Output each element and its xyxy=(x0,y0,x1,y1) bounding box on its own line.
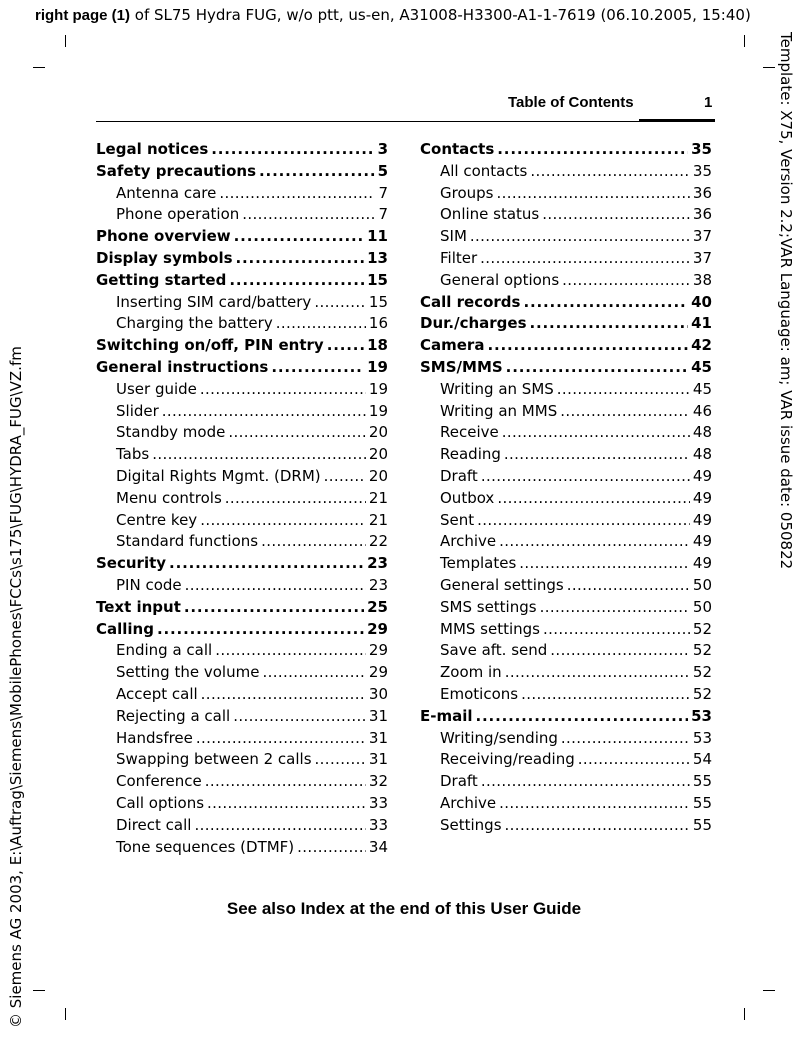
toc-leader-dots xyxy=(229,270,364,292)
toc-entry-page: 49 xyxy=(692,488,712,507)
toc-entry-page: 46 xyxy=(692,401,712,420)
toc-entry-page: 49 xyxy=(692,510,712,529)
toc-entry[interactable] xyxy=(96,422,388,444)
toc-leader-dots xyxy=(505,662,690,684)
toc-leader-dots xyxy=(487,335,688,357)
toc-entry-page: 52 xyxy=(692,663,712,682)
toc-entry-page: 42 xyxy=(691,336,712,355)
toc-entry[interactable] xyxy=(96,139,388,161)
toc-leader-dots xyxy=(234,226,364,248)
toc-leader-dots xyxy=(499,531,690,553)
toc-entry-label: General instructions xyxy=(96,357,269,376)
toc-entry-label: Getting started xyxy=(96,270,227,289)
toc-entry-label: Writing an MMS xyxy=(440,401,558,420)
toc-leader-dots xyxy=(211,139,374,161)
toc-entry[interactable] xyxy=(420,488,712,510)
toc-entry[interactable] xyxy=(96,444,388,466)
toc-entry[interactable] xyxy=(96,575,388,597)
toc-entry[interactable] xyxy=(420,640,712,662)
toc-entry[interactable] xyxy=(420,204,712,226)
toc-entry[interactable] xyxy=(420,510,712,532)
toc-entry-label: Phone overview xyxy=(96,227,231,246)
toc-entry-page: 20 xyxy=(368,423,388,442)
toc-leader-dots xyxy=(499,793,690,815)
toc-entry-label: Safety precautions xyxy=(96,161,257,180)
toc-entry[interactable] xyxy=(96,728,388,750)
toc-leader-dots xyxy=(578,749,690,771)
toc-entry-label: SMS/MMS xyxy=(420,357,503,376)
toc-entry-label: User guide xyxy=(116,379,197,398)
toc-entry[interactable] xyxy=(96,684,388,706)
toc-entry-label: Standard functions xyxy=(116,532,259,551)
toc-leader-dots xyxy=(233,706,366,728)
toc-leader-dots xyxy=(162,401,366,423)
toc-entry-label: Legal notices xyxy=(96,140,209,158)
toc-entry-page: 33 xyxy=(368,793,388,812)
toc-leader-dots xyxy=(557,379,690,401)
toc-entry-label: Menu controls xyxy=(116,488,222,507)
toc-leader-dots xyxy=(506,357,688,379)
toc-entry-page: 53 xyxy=(692,728,712,747)
toc-entry-label: Writing an SMS xyxy=(440,379,554,398)
toc-entry[interactable] xyxy=(96,619,388,641)
toc-entry[interactable] xyxy=(420,749,712,771)
toc-entry-label: Phone operation xyxy=(116,205,240,224)
crop-mark-top-left-v xyxy=(65,35,66,47)
toc-entry-page: 29 xyxy=(368,641,388,660)
toc-entry-label: Tone sequences (DTMF) xyxy=(116,837,295,856)
toc-leader-dots xyxy=(200,510,366,532)
toc-entry-page: 31 xyxy=(368,728,388,747)
toc-leader-dots xyxy=(259,161,375,183)
toc-entry-label: Inserting SIM card/battery xyxy=(116,292,312,311)
toc-leader-dots xyxy=(502,422,690,444)
toc-leader-dots xyxy=(550,640,690,662)
toc-entry-label: General options xyxy=(440,270,560,289)
toc-entry-label: Display symbols xyxy=(96,248,233,267)
toc-column-left xyxy=(96,139,388,858)
toc-entry-label: Archive xyxy=(440,532,497,551)
toc-entry[interactable] xyxy=(96,531,388,553)
toc-entry-label: Call records xyxy=(420,292,521,311)
toc-entry[interactable] xyxy=(420,139,712,161)
toc-leader-dots xyxy=(504,444,690,466)
running-head: Table of Contents xyxy=(508,94,634,111)
toc-entry[interactable] xyxy=(420,815,712,837)
toc-entry-label: Conference xyxy=(116,772,202,791)
toc-entry-label: Accept call xyxy=(116,684,198,703)
toc-entry-label: Digital Rights Mgmt. (DRM) xyxy=(116,466,321,485)
toc-entry-page: 52 xyxy=(692,641,712,660)
crop-mark-bottom-left-h xyxy=(33,990,45,991)
toc-leader-dots xyxy=(497,488,690,510)
toc-entry[interactable] xyxy=(420,422,712,444)
toc-leader-dots xyxy=(225,488,366,510)
toc-entry-label: Swapping between 2 calls xyxy=(116,750,312,769)
file-path-text: © Siemens AG 2003, E:\Auftrag\Siemens\MobilePhones\FCCs\s175\FUG\HYDRA_FUG\VZ.fm xyxy=(7,346,25,1028)
toc-entry[interactable] xyxy=(420,401,712,423)
toc-entry-label: Sent xyxy=(440,510,475,529)
toc-leader-dots xyxy=(271,357,364,379)
toc-leader-dots xyxy=(276,313,366,335)
toc-entry-label: Setting the volume xyxy=(116,663,260,682)
toc-leader-dots xyxy=(314,292,366,314)
toc-leader-dots xyxy=(567,575,690,597)
toc-entry-label: Charging the battery xyxy=(116,314,273,333)
toc-entry-page: 50 xyxy=(692,597,712,616)
toc-entry[interactable] xyxy=(96,357,388,379)
toc-entry[interactable] xyxy=(96,662,388,684)
toc-entry[interactable] xyxy=(420,619,712,641)
toc-entry[interactable] xyxy=(96,401,388,423)
header-rule xyxy=(96,121,715,122)
toc-leader-dots xyxy=(184,597,364,619)
toc-entry-page: 55 xyxy=(692,772,712,791)
toc-leader-dots xyxy=(207,793,366,815)
toc-leader-dots xyxy=(542,204,690,226)
toc-entry-page: 37 xyxy=(692,227,712,246)
toc-entry-page: 49 xyxy=(692,466,712,485)
toc-entry[interactable] xyxy=(96,335,388,357)
toc-entry[interactable] xyxy=(96,204,388,226)
toc-entry-label: Rejecting a call xyxy=(116,706,231,725)
crop-mark-bottom-right-v xyxy=(744,1008,745,1020)
toc-leader-dots xyxy=(200,379,366,401)
toc-entry[interactable] xyxy=(96,749,388,771)
toc-entry-page: 49 xyxy=(692,532,712,551)
toc-entry-label: All contacts xyxy=(440,161,528,180)
toc-entry-page: 30 xyxy=(368,684,388,703)
toc-entry-page: 52 xyxy=(692,684,712,703)
toc-entry-label: Draft xyxy=(440,772,478,791)
toc-leader-dots xyxy=(476,706,689,728)
toc-entry-page: 3 xyxy=(377,140,388,158)
toc-entry[interactable] xyxy=(420,161,712,183)
toc-entry-label: Calling xyxy=(96,619,154,638)
toc-entry-page: 16 xyxy=(368,314,388,333)
toc-entry-page: 19 xyxy=(368,401,388,420)
toc-leader-dots xyxy=(523,292,688,314)
toc-entry-page: 48 xyxy=(692,445,712,464)
toc-entry-label: Templates xyxy=(440,554,517,573)
print-header-rest: of SL75 Hydra FUG, w/o ptt, us-en, A31008-H3300-A1-1-7619 (06.10.2005, 15:40) xyxy=(130,6,751,24)
toc-leader-dots xyxy=(157,619,364,641)
toc-entry-label: SIM xyxy=(440,227,467,246)
toc-entry-page: 15 xyxy=(368,292,388,311)
toc-entry-page: 31 xyxy=(368,750,388,769)
toc-entry-label: Direct call xyxy=(116,815,192,834)
print-header-prefix: right page (1) xyxy=(35,7,131,24)
toc-entry-page: 7 xyxy=(378,205,388,224)
toc-entry-page: 5 xyxy=(377,161,388,180)
toc-entry-page: 13 xyxy=(367,248,388,267)
template-info-vertical xyxy=(777,32,795,632)
toc-entry-label: Handsfree xyxy=(116,728,193,747)
toc-leader-dots xyxy=(219,183,375,205)
toc-entry-label: Writing/sending xyxy=(440,728,558,747)
toc-entry-label: Slider xyxy=(116,401,159,420)
toc-entry-page: 48 xyxy=(692,423,712,442)
toc-entry-page: 49 xyxy=(692,554,712,573)
toc-entry-label: Reading xyxy=(440,445,501,464)
toc-entry-page: 31 xyxy=(368,706,388,725)
toc-entry-label: Save aft. send xyxy=(440,641,548,660)
toc-entry-label: SMS settings xyxy=(440,597,537,616)
toc-entry-page: 19 xyxy=(368,379,388,398)
toc-entry-label: Standby mode xyxy=(116,423,226,442)
toc-leader-dots xyxy=(530,313,689,335)
crop-mark-top-left-h xyxy=(33,67,45,68)
toc-entry[interactable] xyxy=(96,771,388,793)
toc-entry[interactable] xyxy=(96,466,388,488)
toc-entry[interactable] xyxy=(420,771,712,793)
toc-entry[interactable] xyxy=(420,444,712,466)
toc-entry[interactable] xyxy=(420,662,712,684)
crop-mark-top-right-v xyxy=(744,35,745,47)
toc-entry-label: Centre key xyxy=(116,510,198,529)
toc-leader-dots xyxy=(530,161,690,183)
index-note: See also Index at the end of this User Guide xyxy=(226,899,582,918)
toc-leader-dots xyxy=(215,640,366,662)
file-path-vertical xyxy=(7,28,25,1028)
toc-entry-page: 25 xyxy=(367,597,388,616)
toc-entry-page: 18 xyxy=(367,336,388,355)
toc-entry-label: MMS settings xyxy=(440,619,540,638)
toc-entry-page: 38 xyxy=(692,270,712,289)
toc-entry-label: Ending a call xyxy=(116,641,213,660)
toc-entry[interactable] xyxy=(420,248,712,270)
toc-entry-page: 53 xyxy=(691,706,712,725)
toc-entry[interactable] xyxy=(420,684,712,706)
toc-entry[interactable] xyxy=(420,357,712,379)
toc-leader-dots xyxy=(169,553,364,575)
toc-leader-dots xyxy=(481,466,690,488)
toc-entry-label: Dur./charges xyxy=(420,314,527,333)
toc-leader-dots xyxy=(481,771,690,793)
print-header xyxy=(35,6,805,24)
toc-entry[interactable] xyxy=(420,706,712,728)
page-number: 1 xyxy=(704,94,713,111)
toc-entry[interactable] xyxy=(96,183,388,205)
toc-entry-label: Antenna care xyxy=(116,183,217,202)
toc-leader-dots xyxy=(505,815,690,837)
toc-entry[interactable] xyxy=(96,270,388,292)
toc-entry[interactable] xyxy=(96,706,388,728)
toc-leader-dots xyxy=(324,466,366,488)
toc-entry-page: 15 xyxy=(367,270,388,289)
toc-leader-dots xyxy=(497,139,688,161)
toc-entry-page: 19 xyxy=(367,357,388,376)
toc-leader-dots xyxy=(480,248,690,270)
toc-entry[interactable] xyxy=(420,531,712,553)
toc-leader-dots xyxy=(194,815,365,837)
toc-entry-label: Camera xyxy=(420,336,485,355)
toc-entry[interactable] xyxy=(96,815,388,837)
toc-leader-dots xyxy=(152,444,366,466)
toc-entry-page: 45 xyxy=(691,357,712,376)
toc-entry-page: 21 xyxy=(368,488,388,507)
toc-entry[interactable] xyxy=(420,183,712,205)
toc-entry-page: 50 xyxy=(692,575,712,594)
toc-leader-dots xyxy=(562,270,690,292)
toc-entry-page: 34 xyxy=(368,837,388,856)
toc-entry-page: 20 xyxy=(368,445,388,464)
toc-leader-dots xyxy=(261,531,366,553)
toc-entry-page: 29 xyxy=(368,663,388,682)
toc-entry[interactable] xyxy=(420,728,712,750)
toc-entry-page: 11 xyxy=(367,227,388,246)
toc-entry-page: 40 xyxy=(691,292,712,311)
toc-leader-dots xyxy=(315,749,366,771)
toc-entry-page: 45 xyxy=(692,379,712,398)
toc-entry-page: 55 xyxy=(692,793,712,812)
toc-entry-label: Switching on/off, PIN entry xyxy=(96,336,324,355)
toc-entry[interactable] xyxy=(96,488,388,510)
toc-entry[interactable] xyxy=(420,466,712,488)
toc-entry[interactable] xyxy=(96,292,388,314)
toc-leader-dots xyxy=(236,248,365,270)
toc-entry[interactable] xyxy=(96,248,388,270)
header-rule-accent xyxy=(639,119,715,122)
toc-entry-label: Security xyxy=(96,554,167,573)
toc-entry-page: 36 xyxy=(692,183,712,202)
toc-leader-dots xyxy=(262,662,365,684)
toc-entry[interactable] xyxy=(96,510,388,532)
toc-entry[interactable] xyxy=(420,313,712,335)
toc-leader-dots xyxy=(560,401,690,423)
toc-leader-dots xyxy=(201,684,366,706)
toc-entry[interactable] xyxy=(420,553,712,575)
toc-entry-label: Draft xyxy=(440,466,478,485)
toc-entry-label: Zoom in xyxy=(440,663,502,682)
toc-entry-page: 35 xyxy=(692,161,712,180)
toc-entry[interactable] xyxy=(96,793,388,815)
toc-entry-page: 20 xyxy=(368,466,388,485)
toc-entry[interactable] xyxy=(96,161,388,183)
toc-leader-dots xyxy=(242,204,375,226)
toc-entry-label: Text input xyxy=(96,597,181,616)
toc-entry-label: Receiving/reading xyxy=(440,750,575,769)
crop-mark-bottom-right-h xyxy=(763,990,775,991)
toc-entry[interactable] xyxy=(420,793,712,815)
toc-entry-label: E-mail xyxy=(420,706,473,725)
toc-entry-label: Online status xyxy=(440,205,540,224)
toc-entry-label: Tabs xyxy=(116,445,150,464)
toc-entry[interactable] xyxy=(96,597,388,619)
toc-entry-page: 36 xyxy=(692,205,712,224)
toc-entry-page: 35 xyxy=(691,140,712,158)
toc-leader-dots xyxy=(496,183,689,205)
toc-entry[interactable] xyxy=(96,553,388,575)
toc-entry-label: Emoticons xyxy=(440,684,519,703)
toc-leader-dots xyxy=(543,619,690,641)
toc-leader-dots xyxy=(185,575,366,597)
toc-entry[interactable] xyxy=(420,379,712,401)
toc-entry-label: Call options xyxy=(116,793,205,812)
toc-leader-dots xyxy=(519,553,690,575)
toc-entry-page: 41 xyxy=(691,314,712,333)
toc-entry-page: 29 xyxy=(367,619,388,638)
toc-entry-page: 23 xyxy=(367,554,388,573)
toc-leader-dots xyxy=(477,510,690,532)
toc-leader-dots xyxy=(561,728,690,750)
toc-entry-label: Outbox xyxy=(440,488,495,507)
toc-entry-page: 37 xyxy=(692,248,712,267)
toc-entry-label: Groups xyxy=(440,183,494,202)
toc-entry-page: 55 xyxy=(692,815,712,834)
toc-entry[interactable] xyxy=(420,292,712,314)
toc-leader-dots xyxy=(521,684,690,706)
crop-mark-top-right-h xyxy=(763,67,775,68)
toc-entry-label: Settings xyxy=(440,815,502,834)
toc-entry[interactable] xyxy=(96,640,388,662)
toc-entry-label: Filter xyxy=(440,248,478,267)
toc-entry[interactable] xyxy=(96,226,388,248)
toc-entry[interactable] xyxy=(420,575,712,597)
template-info-text: Template: X75, Version 2.2;VAR Language: am; VAR issue date: 050822 xyxy=(777,32,795,570)
toc-entry[interactable] xyxy=(96,837,388,859)
toc-entry-page: 33 xyxy=(368,815,388,834)
toc-entry[interactable] xyxy=(96,379,388,401)
toc-leader-dots xyxy=(327,335,364,357)
toc-leader-dots xyxy=(540,597,690,619)
toc-entry[interactable] xyxy=(420,226,712,248)
toc-entry[interactable] xyxy=(420,335,712,357)
crop-mark-bottom-left-v xyxy=(65,1008,66,1020)
toc-entry-page: 22 xyxy=(368,532,388,551)
toc-entry[interactable] xyxy=(420,597,712,619)
toc-leader-dots xyxy=(205,771,366,793)
toc-leader-dots xyxy=(228,422,366,444)
toc-leader-dots xyxy=(297,837,366,859)
toc-entry-page: 23 xyxy=(368,575,388,594)
toc-entry-page: 52 xyxy=(692,619,712,638)
toc-entry-page: 7 xyxy=(378,183,388,202)
toc-entry-page: 21 xyxy=(368,510,388,529)
toc-entry[interactable] xyxy=(420,270,712,292)
toc-entry-label: General settings xyxy=(440,575,564,594)
toc-entry-label: Contacts xyxy=(420,140,495,158)
toc-entry[interactable] xyxy=(96,313,388,335)
toc-entry-label: Archive xyxy=(440,793,497,812)
toc-entry-page: 32 xyxy=(368,772,388,791)
toc-leader-dots xyxy=(470,226,690,248)
toc-column-right xyxy=(420,139,712,837)
toc-entry-label: Receive xyxy=(440,423,499,442)
toc-leader-dots xyxy=(196,728,366,750)
toc-entry-page: 54 xyxy=(692,750,712,769)
toc-entry-label: PIN code xyxy=(116,575,182,594)
